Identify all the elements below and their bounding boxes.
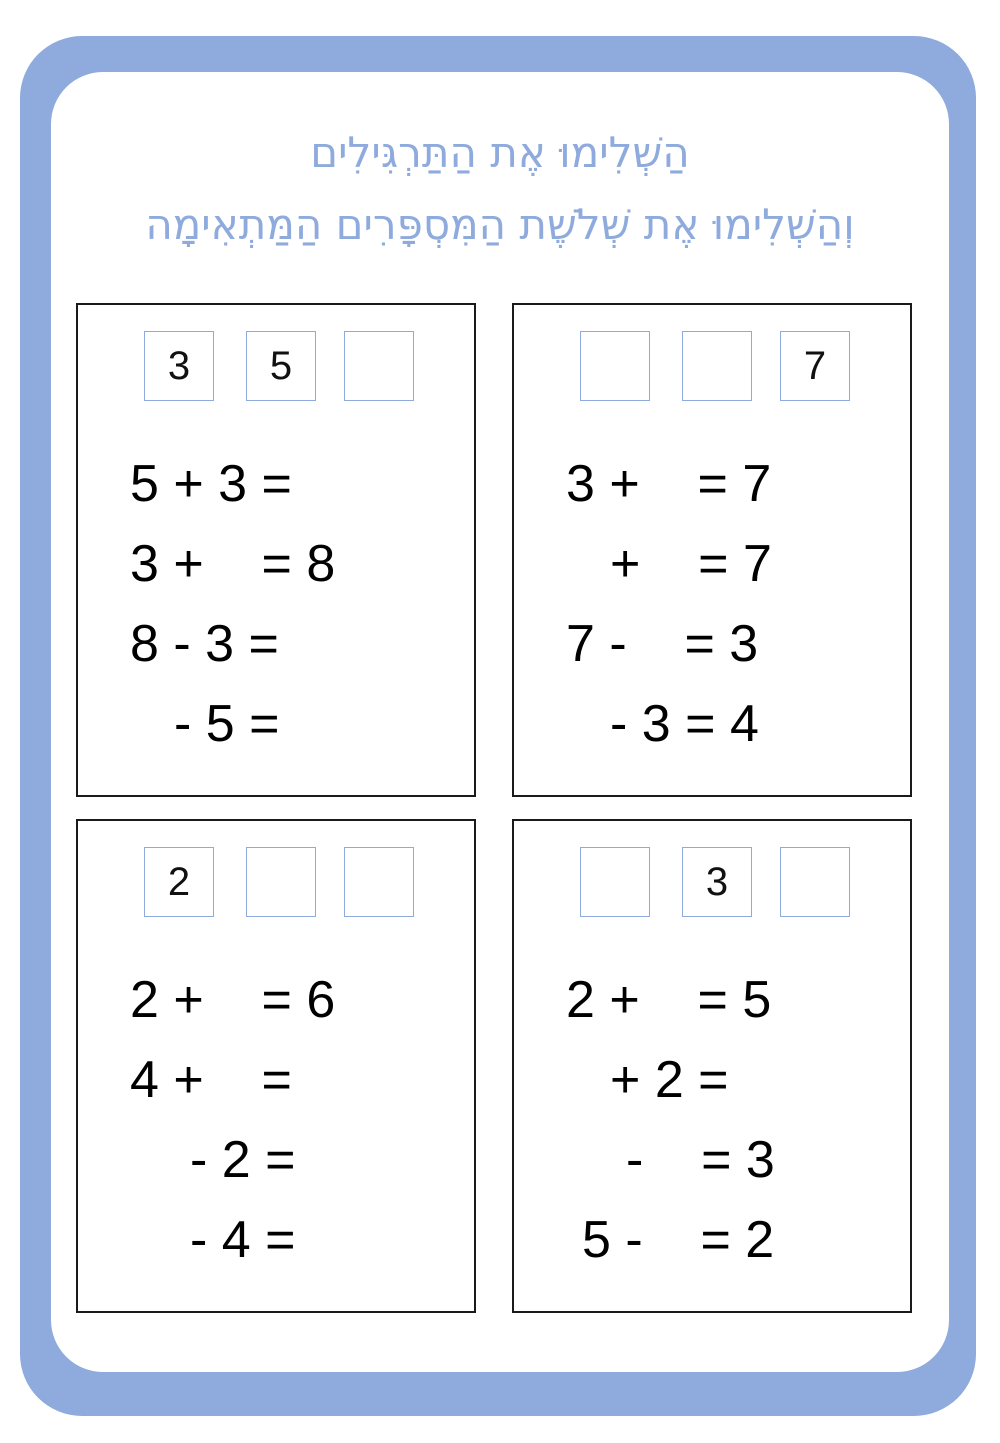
- equation-4: 5 - = 2: [582, 1211, 775, 1269]
- number-box-3[interactable]: [780, 847, 850, 917]
- equation-3: - = 3: [626, 1131, 775, 1189]
- equation-3: - 2 =: [190, 1131, 296, 1189]
- number-box-3[interactable]: [344, 847, 414, 917]
- equation-1: 2 + = 5: [566, 971, 772, 1029]
- instruction-line-2: וְהַשְׁלִימוּ אֶת שְׁלֹשֶׁת הַמִּסְפָּרִים הַמַּתְאִימָה: [145, 200, 855, 249]
- number-box-1[interactable]: [580, 847, 650, 917]
- equation-2: + 2 =: [610, 1051, 729, 1109]
- number-box-2[interactable]: 5: [246, 331, 316, 401]
- equation-1: 3 + = 7: [566, 455, 772, 513]
- equation-2: + = 7: [610, 535, 772, 593]
- number-box-3[interactable]: 7: [780, 331, 850, 401]
- equation-1: 5 + 3 =: [130, 455, 292, 513]
- equation-4: - 4 =: [190, 1211, 296, 1269]
- number-box-1[interactable]: [580, 331, 650, 401]
- number-box-1[interactable]: 3: [144, 331, 214, 401]
- exercise-card-bottom-left: [76, 819, 476, 1313]
- number-box-2[interactable]: 3: [682, 847, 752, 917]
- number-box-2[interactable]: [246, 847, 316, 917]
- number-box-3[interactable]: [344, 331, 414, 401]
- equation-2: 4 + =: [130, 1051, 292, 1109]
- exercise-card-bottom-right: [512, 819, 912, 1313]
- equation-3: 7 - = 3: [566, 615, 759, 673]
- equation-3: 8 - 3 =: [130, 615, 279, 673]
- number-box-2[interactable]: [682, 331, 752, 401]
- equation-1: 2 + = 6: [130, 971, 336, 1029]
- exercise-card-top-left: [76, 303, 476, 797]
- equation-4: - 5 =: [174, 695, 280, 753]
- number-box-1[interactable]: 2: [144, 847, 214, 917]
- instruction-line-1: הַשְׁלִימוּ אֶת הַתַּרְגִּילִים: [310, 128, 690, 177]
- equation-2: 3 + = 8: [130, 535, 336, 593]
- equation-4: - 3 = 4: [610, 695, 759, 753]
- exercise-card-top-right: [512, 303, 912, 797]
